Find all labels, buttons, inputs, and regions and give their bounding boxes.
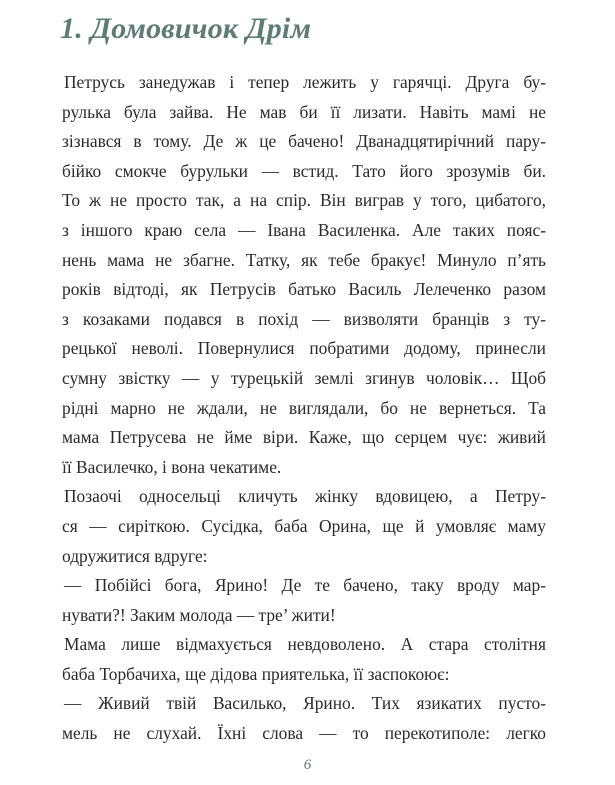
text-line: бійко смокче бурульки — встид. Тато його зрозумів би. [62, 160, 546, 181]
text-line: зізнався в тому. Де ж це бачено! Дванадцятирічний пару- [62, 131, 546, 152]
page-number: 6 [303, 757, 312, 773]
text-line: — Побійсі бога, Ярино! Де те бачено, таку вроду мар- [64, 575, 546, 596]
text-line: нувати?! Заким молода — тре’ жити! [62, 604, 336, 625]
text-line: Позаочі односельці кличуть жінку вдовицею, а Петру- [64, 486, 546, 507]
text-line: Петрусь занедужав і тепер лежить у гарячці. Друга бу- [64, 72, 546, 92]
text-line: Мама лише відмахується невдоволено. А стара столітня [64, 634, 546, 655]
text-line: — Живий твій Василько, Ярино. Тих язикатих пусто- [64, 693, 546, 714]
text-line: нень мама не збагне. Татку, як тебе бракує! Минуло п’ять [62, 249, 546, 270]
text-line: з козаками подався в похід — визволяти бранців з ту- [62, 308, 546, 329]
text-line: сумну звістку — у турецькій землі згинув чоловік… Щоб [62, 367, 546, 388]
text-line: мама Петрусева не йме віри. Каже, що серцем чує: живий [62, 427, 546, 448]
text-line: мель не слухай. Їхні слова — то перекотиполе: легко [62, 723, 546, 744]
paragraph [62, 482, 546, 571]
text-line: баба Торбачиха, ще дідова приятелька, її заспокоює: [62, 663, 450, 684]
text-line: одружитися вдруге: [62, 545, 208, 566]
body-text [62, 68, 546, 749]
text-line: То ж не просто так, а на спір. Він виграв у того, цибатого, [62, 190, 546, 211]
text-line: рецької неволі. Повернулися побратими додому, принесли [62, 338, 546, 359]
text-line: рулька була зайва. Не мав би її лизати. Навіть мамі не [62, 101, 546, 122]
text-line: її Василечко, і вона чекатиме. [62, 456, 282, 477]
chapter-title: 1. Домовичок Дрім [60, 12, 312, 45]
paragraph [62, 68, 546, 482]
text-line: рідні марно не ждали, не виглядали, бо не вернеться. Та [62, 397, 546, 418]
paragraph [62, 571, 546, 630]
paragraph [62, 630, 546, 689]
text-line: років відтоді, як Петрусів батько Василь Лелеченко разом [62, 279, 546, 300]
paragraph [62, 689, 546, 748]
text-line: з іншого краю села — Івана Василенка. Але таких пояс- [62, 219, 546, 240]
text-line: ся — сиріткою. Сусідка, баба Орина, ще й умовляє маму [62, 515, 546, 536]
